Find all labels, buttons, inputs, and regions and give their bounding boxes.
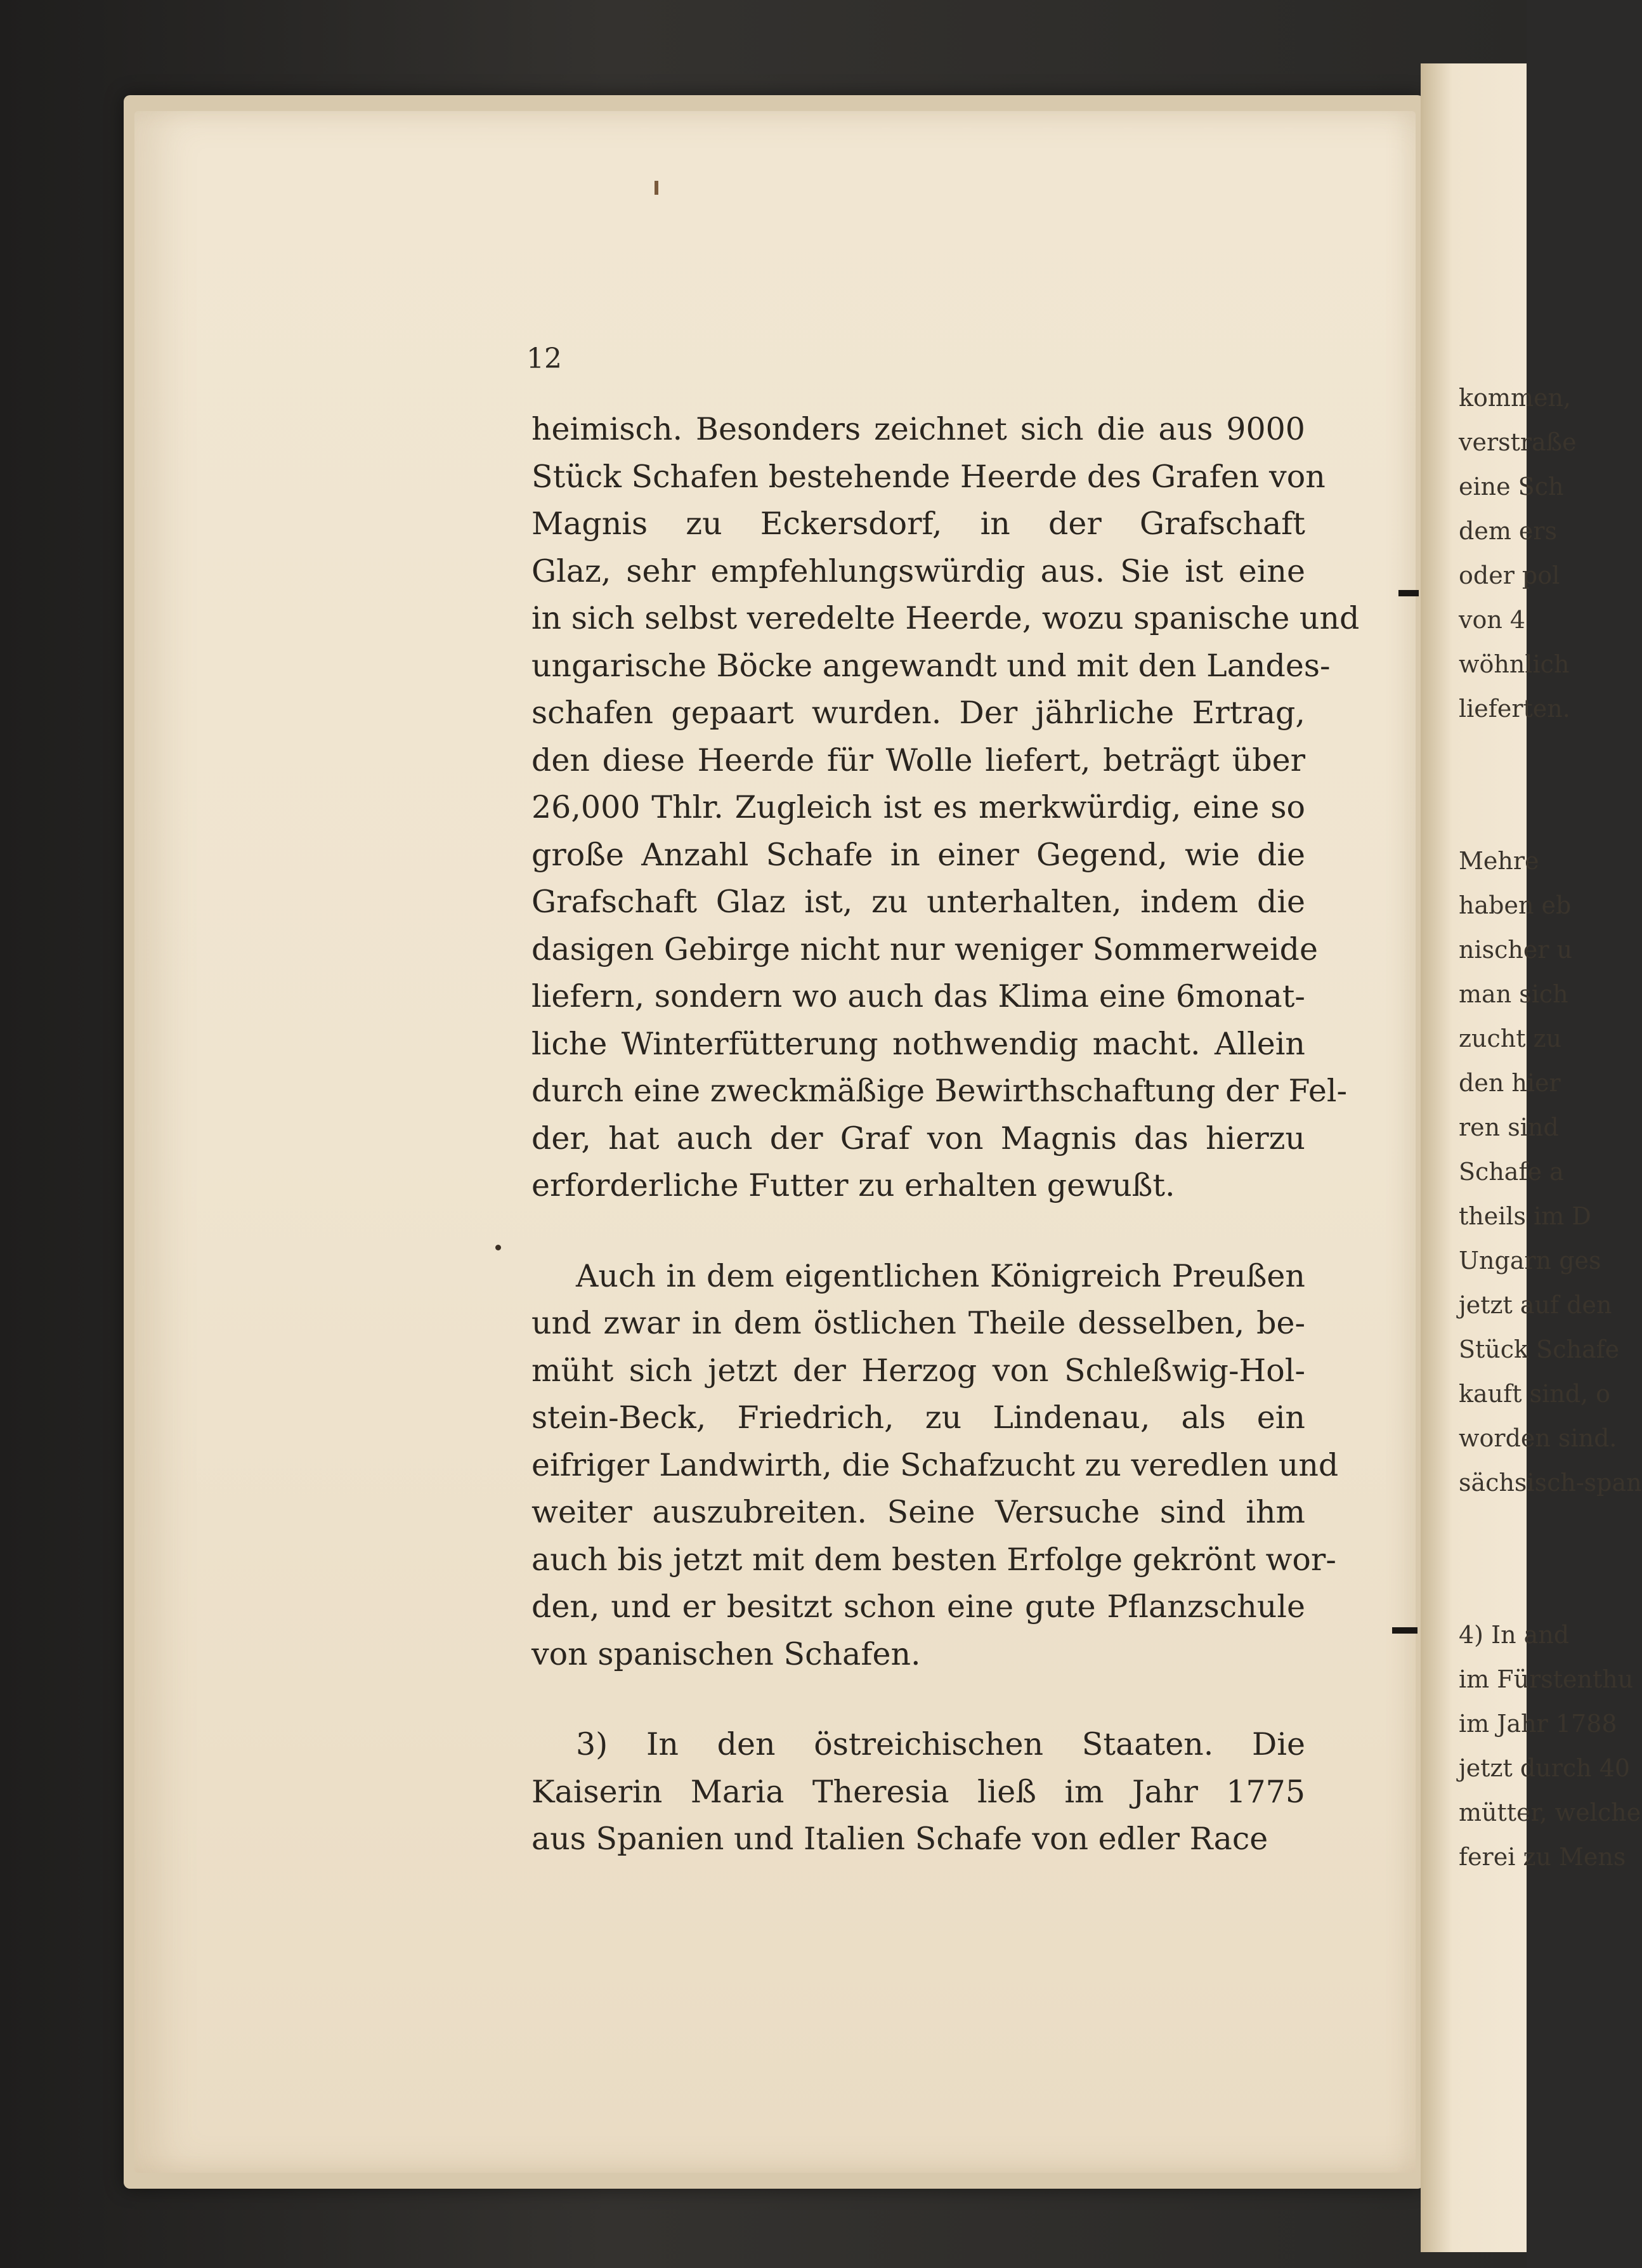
text-line: eifriger Landwirth, die Schafzucht zu veredlen und: [531, 1446, 1339, 1483]
body-text: [531, 406, 1360, 1863]
next-page-fragment: lieferten.: [1459, 695, 1570, 723]
next-page-fragment: Schafe a: [1459, 1158, 1564, 1186]
next-page-fragment: jetzt durch 40: [1459, 1754, 1631, 1782]
page-number: 12: [526, 343, 562, 375]
text-line: den diese Heerde für Wolle liefert, beträgt über: [531, 742, 1305, 778]
text-line: von spanischen Schafen.: [531, 1635, 921, 1672]
next-page-fragment: im Fürstenthu: [1459, 1665, 1634, 1693]
text-line: schafen gepaart wurden. Der jährliche Ertrag,: [531, 695, 1305, 731]
text-line: und zwar in dem östlichen Theile desselben, be-: [531, 1305, 1305, 1341]
next-page-fragment: worden sind.: [1459, 1424, 1617, 1452]
text-line: aus Spanien und Italien Schafe von edler Race: [531, 1821, 1268, 1857]
text-line: weiter auszubreiten. Seine Versuche sind ihm: [531, 1494, 1305, 1530]
paragraph: [531, 1721, 1305, 1863]
next-page-fragment: wöhnlich: [1459, 650, 1570, 678]
next-page-fragment: von 4: [1459, 606, 1526, 634]
text-line: liche Winterfütterung nothwendig macht. Allein: [531, 1025, 1305, 1062]
next-page-edge: [1421, 63, 1642, 2252]
text-line: Auch in dem eigentlichen Königreich Preußen: [576, 1257, 1305, 1294]
text-line: erforderliche Futter zu erhalten gewußt.: [531, 1167, 1175, 1203]
text-line: in sich selbst veredelte Heerde, wozu spanische und: [531, 600, 1360, 636]
text-line: ungarische Böcke angewandt und mit den Landes-: [531, 647, 1331, 684]
paragraph: [531, 406, 1360, 1210]
text-line: auch bis jetzt mit dem besten Erfolge gekrönt wor-: [531, 1541, 1336, 1578]
next-page-fragment: oder pol: [1459, 561, 1560, 589]
next-page-fragment: Stück Schafe: [1459, 1335, 1620, 1363]
next-page-fragment: sächsisch-span: [1459, 1469, 1642, 1497]
next-page-fragment: den hier: [1459, 1069, 1561, 1097]
text-line: den, und er besitzt schon eine gute Pflanzschule: [531, 1589, 1305, 1625]
text-line: heimisch. Besonders zeichnet sich die aus 9000: [531, 411, 1305, 447]
next-page-fragment: dem ers: [1459, 517, 1558, 545]
text-line: Kaiserin Maria Theresia ließ im Jahr 1775: [531, 1773, 1305, 1810]
text-line: 26,000 Thlr. Zugleich ist es merkwürdig, eine so: [531, 789, 1305, 825]
text-line: Grafschaft Glaz ist, zu unterhalten, indem die: [531, 884, 1305, 920]
text-line: große Anzahl Schafe in einer Gegend, wie die: [531, 836, 1305, 873]
next-page-fragment: zucht zu: [1459, 1025, 1562, 1052]
ink-speck: [495, 1245, 501, 1250]
next-page-fragment: 4) In and: [1459, 1621, 1570, 1649]
next-page-fragment: man sich: [1459, 980, 1568, 1008]
text-line: 3) In den östreichischen Staaten. Die: [576, 1726, 1305, 1762]
next-page-fragment: theils im D: [1459, 1202, 1591, 1230]
text-line: durch eine zweckmäßige Bewirthschaftung der Fel-: [531, 1073, 1348, 1109]
next-page-fragment: kauft sind, o: [1459, 1380, 1611, 1408]
margin-mark: [1392, 1627, 1417, 1634]
text-line: müht sich jetzt der Herzog von Schleßwig-Hol-: [531, 1352, 1305, 1389]
next-page-fragment: eine Sch: [1459, 473, 1564, 501]
next-page-fragment: mütter, welche: [1459, 1799, 1641, 1826]
paragraph: [531, 1253, 1339, 1679]
text-line: liefern, sondern wo auch das Klima eine 6monat-: [531, 978, 1305, 1014]
next-page-fragment: kommen,: [1459, 384, 1572, 412]
next-page-fragment: nischer u: [1459, 936, 1573, 964]
text-line: der, hat auch der Graf von Magnis das hierzu: [531, 1120, 1305, 1157]
next-page-fragment: Mehre: [1459, 847, 1539, 875]
text-line: Magnis zu Eckersdorf, in der Grafschaft: [531, 506, 1305, 542]
text-line: Stück Schafen bestehende Heerde des Grafen von: [531, 458, 1326, 495]
text-line: stein-Beck, Friedrich, zu Lindenau, als ein: [531, 1399, 1305, 1436]
next-page-fragment: Ungarn ges: [1459, 1247, 1601, 1275]
text-line: dasigen Gebirge nicht nur weniger Sommerweide: [531, 931, 1318, 967]
next-page-fragment: ferei zu Mens: [1459, 1843, 1626, 1871]
text-line: Glaz, sehr empfehlungswürdig aus. Sie ist eine: [531, 553, 1305, 589]
next-page-fragment: haben eb: [1459, 891, 1572, 919]
margin-mark: [1398, 590, 1419, 596]
next-page-fragment: im Jahr 1788: [1459, 1710, 1617, 1738]
next-page-fragment: jetzt auf den: [1459, 1291, 1612, 1319]
next-page-fragment: ren sind: [1459, 1113, 1559, 1141]
ink-speck: [655, 181, 658, 195]
next-page-fragment: verstraße: [1459, 428, 1577, 456]
